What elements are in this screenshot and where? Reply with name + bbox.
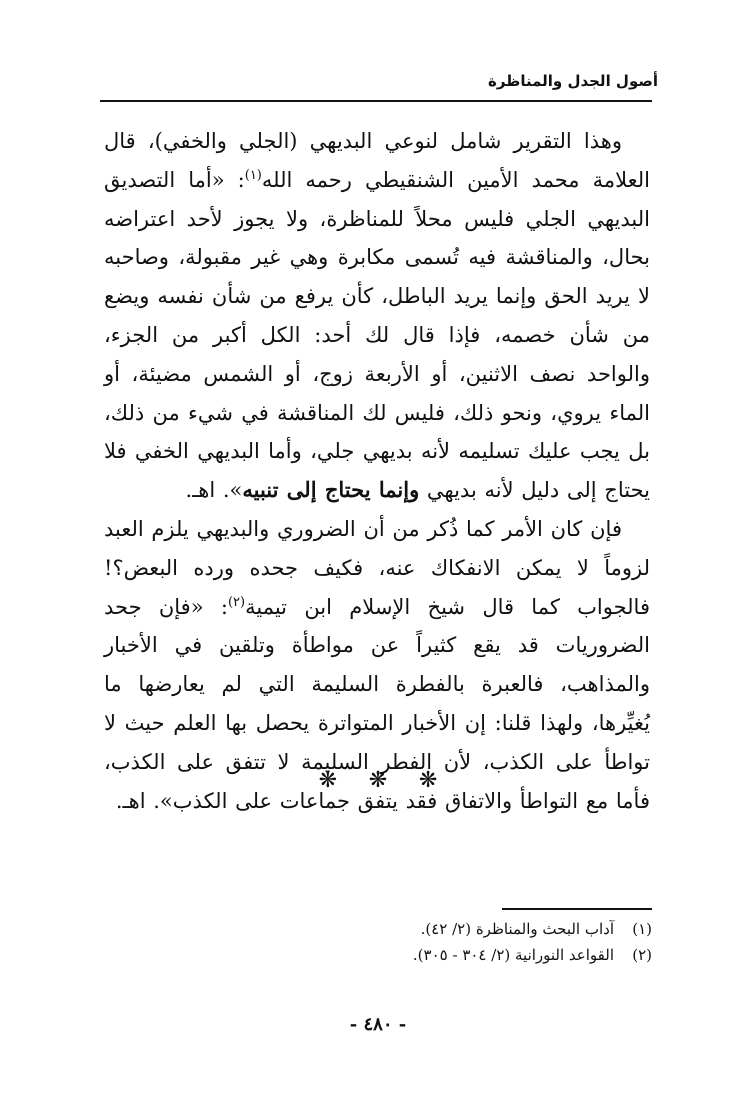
- footnote-number: (٢): [632, 946, 652, 964]
- paragraph-1: [104, 122, 650, 510]
- separator-star-icon: ❋: [418, 768, 438, 793]
- footnote-text: آداب البحث والمناظرة (٢/ ٤٢).: [420, 920, 614, 938]
- footnote-item: [106, 916, 652, 942]
- footnotes: [106, 916, 652, 968]
- paragraph-2-text-a: فإن كان الأمر كما ذُكر من أن الضروري والبديهي يلزم العبد لزوماً لا يمكن الانفكاك عنه، فكيف جحده ورده البعض؟! فالجواب كما قال شيخ الإسلام ابن تيمية: [104, 516, 650, 619]
- header-rule: [100, 100, 652, 102]
- separator-star-icon: ❋: [318, 768, 338, 793]
- section-separator: [0, 768, 756, 793]
- paragraph-1-text-a: وهذا التقرير شامل لنوعي البديهي (الجلي والخفي)، قال العلامة محمد الأمين الشنقيطي رحمه الله: [104, 129, 650, 192]
- footnote-ref-1[interactable]: (١): [244, 167, 262, 183]
- paragraph-2-text-b: : «فإن جحد الضروريات قد يقع كثيراً عن مواطأة وتلقين في الأخبار والمذاهب، فالعبرة بالفطرة السليمة التي لم يعارضها ما يُغيِّرها، ولهذا قلنا: إن الأخبار المتواترة يحصل بها العلم حيث لا تواطأ على الكذب، لأن الفطر السليمة لا تتفق على الكذب، فأما مع التواطأ والاتفاق فقد يتفق جماعات على الكذب». اهـ.: [104, 594, 650, 813]
- paragraph-1-bold-text: وإنما يحتاج إلى تنبيه: [242, 477, 420, 503]
- footnote-ref-2[interactable]: (٢): [227, 594, 246, 610]
- footnote-rule: [502, 908, 652, 910]
- separator-star-icon: ❋: [368, 768, 388, 793]
- footnote-number: (١): [632, 920, 652, 938]
- paragraph-1-text-c: ». اهـ.: [185, 478, 243, 503]
- body-text: [104, 122, 650, 820]
- paragraph-1-text-b: : «أما التصديق البديهي الجلي فليس محلاً للمناظرة، ولا يجوز لأحد اعتراضه بحال، والمناقشة فيه تُسمى مكابرة وهي غير مقبولة، وصاحبه لا يريد الحق وإنما يريد الباطل، كأن يرفع من شأن نفسه ويضع من شأن خصمه، فإذا قال لك أحد: الكل أكبر من الجزء، والواحد نصف الاثنين، أو الأربعة زوج، أو الشمس مضيئة، أو الماء يروي، ونحو ذلك، فليس لك المناقشة في شيء من ذلك، بل يجب عليك تسليمه لأنه بديهي جلي، وأما البديهي الخفي فلا يحتاج إلى دليل لأنه بديهي: [104, 167, 650, 503]
- footnote-text: القواعد النورانية (٢/ ٣٠٤ - ٣٠٥).: [412, 946, 614, 964]
- footnote-item: [106, 942, 652, 968]
- running-header: أصول الجدل والمناظرة: [488, 72, 658, 90]
- page-number: - ٤٨٠ -: [349, 1014, 407, 1035]
